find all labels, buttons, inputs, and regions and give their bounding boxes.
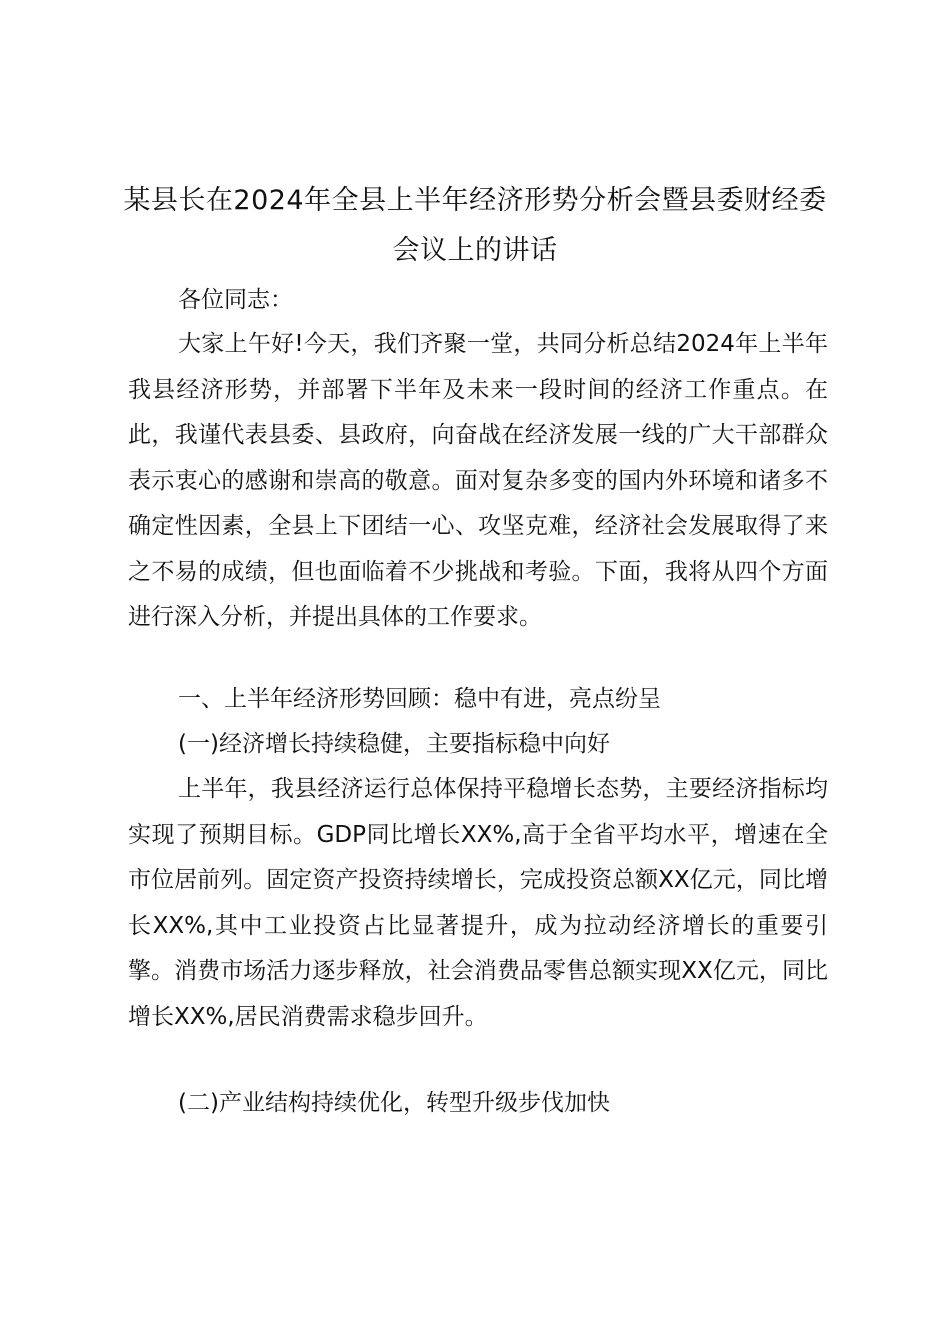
subsection-1-paragraph — [128, 767, 828, 1040]
subsection-1-paragraph-text: 上半年，我县经济运行总体保持平稳增长态势，主要经济指标均实现了预期目标。GDP同比增长XX%,高于全省平均水平，增速在全市位居前列。固定资产投资持续增长，完成投资总额XX亿元，同比增长XX%,其中工业投资占比显著提升，成为拉动经济增长的重要引擎。消费市场活力逐步释放，社会消费品零售总额实现XX亿元，同比增长XX%,居民消费需求稳步回升。 — [128, 776, 828, 1030]
document-title: 某县长在2024年全县上半年经济形势分析会暨县委财经委会议上的讲话 — [123, 185, 827, 266]
section-heading — [128, 677, 828, 723]
greeting — [128, 278, 828, 324]
subsection-heading-2-text: (二)产业结构持续优化，转型升级步伐加快 — [178, 1090, 610, 1116]
greeting-text: 各位同志： — [178, 287, 293, 313]
subsection-heading-1-text: (一)经济增长持续稳健，主要指标稳中向好 — [178, 731, 610, 757]
subsection-heading-1 — [128, 722, 828, 768]
section-heading-text: 一、上半年经济形势回顾：稳中有进，亮点纷呈 — [178, 686, 661, 712]
subsection-heading-2 — [128, 1081, 828, 1127]
intro-paragraph — [128, 322, 828, 641]
intro-text: 大家上午好!今天，我们齐聚一堂，共同分析总结2024年上半年我县经济形势，并部署下半年及未来一段时间的经济工作重点。在此，我谨代表县委、县政府，向奋战在经济发展一线的广大干部群众表示衷心的感谢和崇高的敬意。面对复杂多变的国内外环境和诸多不确定性因素，全县上下团结一心、攻坚克难，经济社会发展取得了来之不易的成绩，但也面临着不少挑战和考验。下面，我将从四个方面进行深入分析，并提出具体的工作要求。 — [128, 331, 828, 630]
